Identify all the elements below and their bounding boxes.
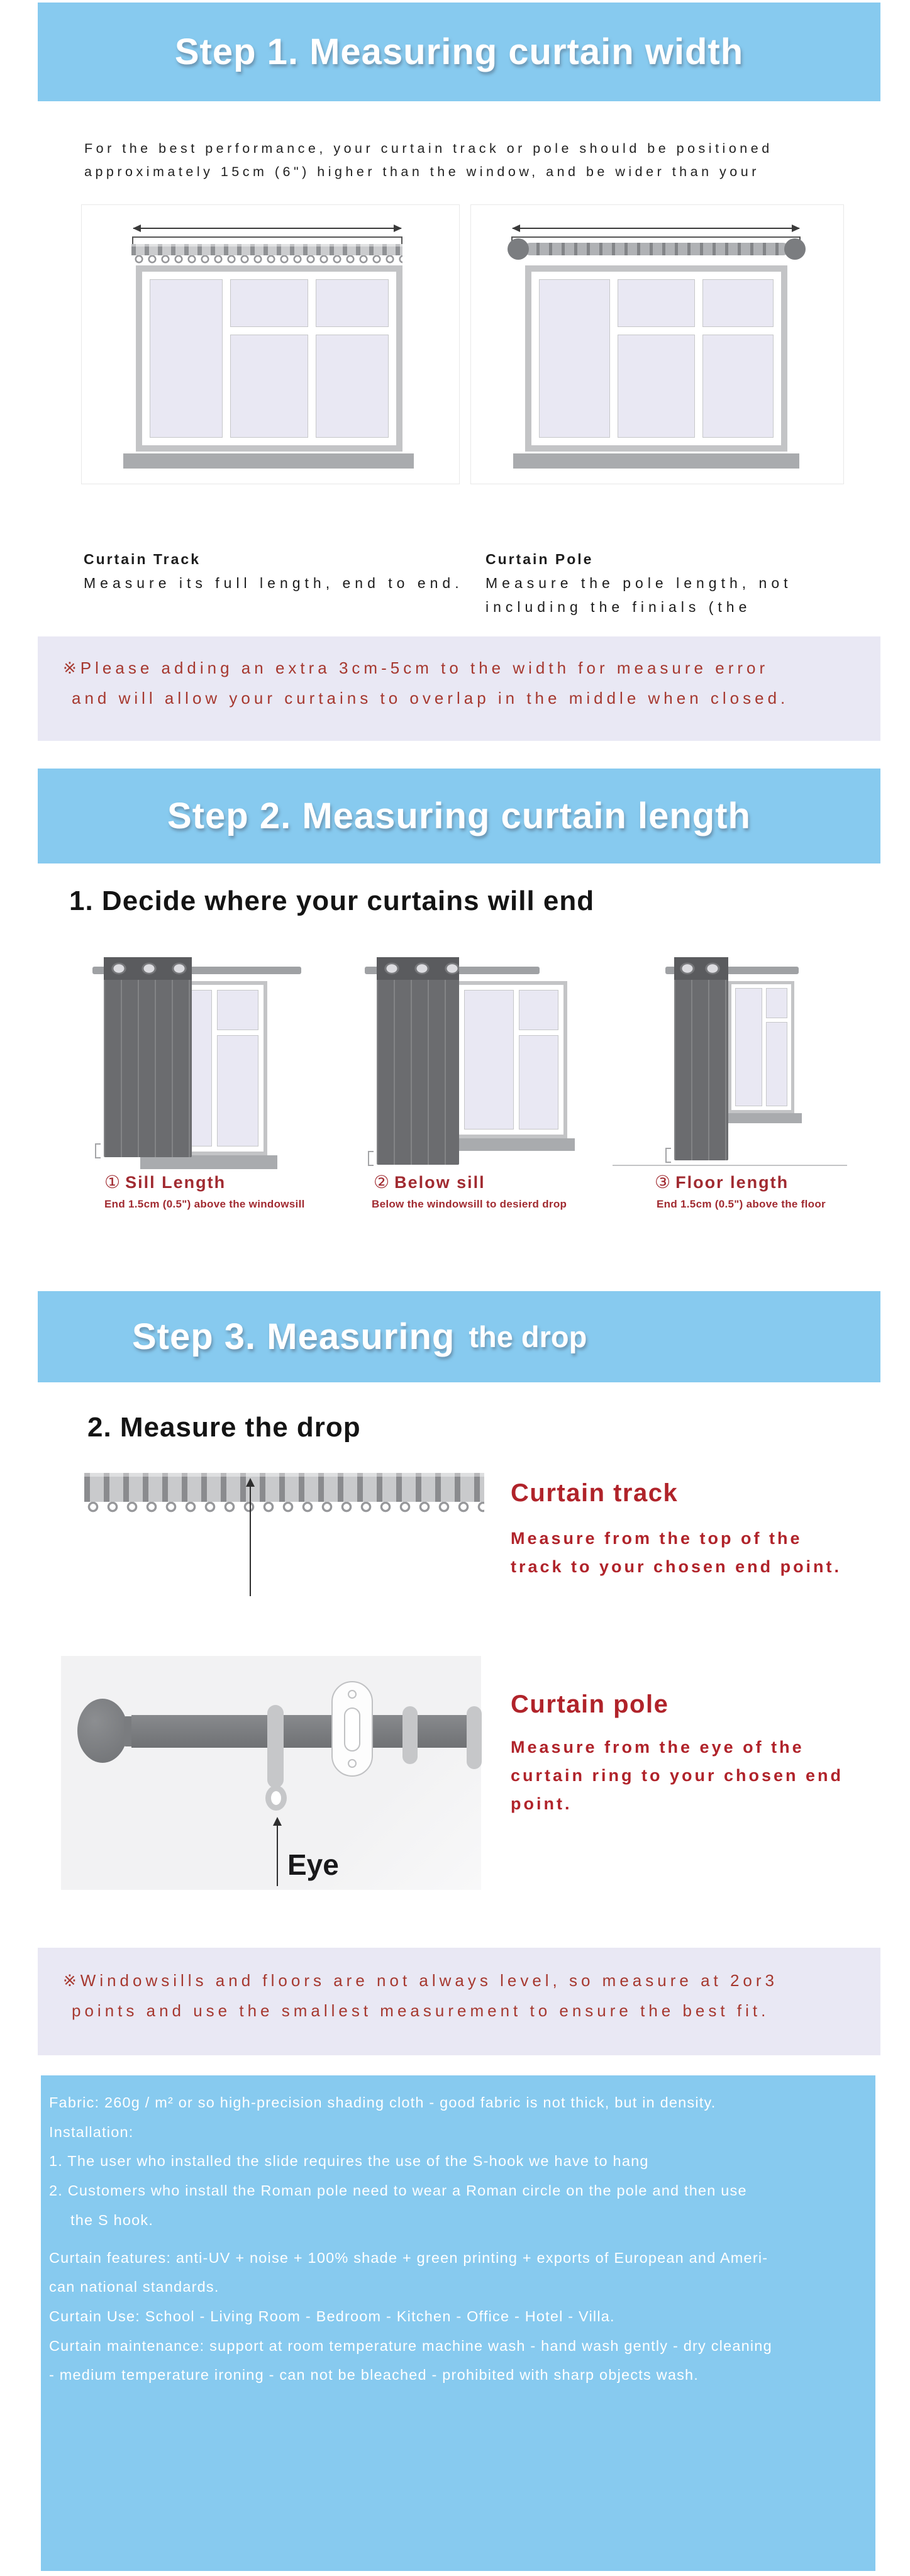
pole-caption-title: Curtain Pole (486, 551, 594, 567)
option-below-sill (349, 943, 619, 1239)
option-sill-length (47, 943, 318, 1239)
window-pane (316, 335, 389, 438)
track-text-line: Measure from the top of the (511, 1529, 802, 1548)
option-title: ③ Floor length (655, 1172, 789, 1192)
curtain (377, 957, 459, 1165)
drop-note-line: points and use the smallest measurement to ensure the best fit. (72, 2001, 770, 2020)
option-desc: End 1.5cm (0.5") above the floor (657, 1198, 826, 1210)
window-pane (230, 279, 309, 327)
drop-note (38, 1948, 880, 2055)
pole-title: Curtain pole (511, 1690, 669, 1718)
pole-text-line: Measure from the eye of the (511, 1738, 804, 1757)
windowsill (446, 1138, 575, 1151)
step3-banner-title: Step 3. Measuring (132, 1316, 455, 1357)
windowsill (140, 1155, 277, 1169)
curtain-ring (467, 1706, 482, 1769)
bracket-screw (348, 1759, 357, 1768)
option-number: ② (374, 1172, 390, 1192)
bracket-slot (344, 1707, 360, 1752)
drop-arrow (250, 1479, 251, 1596)
option-number: ③ (655, 1172, 671, 1192)
info-line: Curtain maintenance: support at room temperature machine wash - hand wash gently - dry cleaning (49, 2337, 772, 2354)
option-desc: Below the windowsill to desierd drop (372, 1198, 567, 1210)
pole-bar (131, 1715, 481, 1748)
grommet-band (104, 957, 192, 980)
option-number: ① (104, 1172, 121, 1192)
step2-banner-title: Step 2. Measuring curtain length (167, 796, 751, 836)
window-frame (731, 984, 791, 1110)
step2-banner (38, 769, 880, 863)
measure-bracket (665, 1148, 671, 1163)
curtain-track-hooks (133, 255, 402, 264)
measure-bracket (368, 1151, 374, 1166)
step2-heading: 1. Decide where your curtains will end (69, 886, 595, 916)
measure-bracket (95, 1143, 101, 1158)
info-line: the S hook. (70, 2211, 154, 2228)
curtain-track-strip (131, 244, 402, 255)
option-floor-length (601, 943, 871, 1239)
window-pane (539, 279, 610, 438)
window-pane (519, 1035, 558, 1130)
grommet-band (377, 957, 459, 980)
window-pane (316, 279, 389, 327)
pole-caption-line: Measure the pole length, not (486, 575, 792, 591)
window-pane (702, 335, 774, 438)
info-line: Installation: (49, 2123, 134, 2140)
windowsill (513, 453, 799, 469)
eye-label: Eye (287, 1848, 339, 1881)
track-text-line: track to your chosen end point. (511, 1557, 842, 1576)
window-frame (142, 272, 396, 445)
track-caption-title: Curtain Track (84, 551, 201, 567)
curtain-ring (267, 1705, 284, 1788)
windowsill (123, 453, 414, 469)
option-title: ② Below sill (374, 1172, 486, 1192)
step3-banner-subtitle: the drop (469, 1320, 587, 1353)
step1-banner (38, 3, 880, 101)
drop-note-line: ※Windowsills and floors are not always level, so measure at 2or3 (63, 1971, 779, 1990)
pole-finial (77, 1699, 128, 1763)
track-caption-line: Measure its full length, end to end. (84, 575, 463, 591)
window-pane (230, 335, 309, 438)
info-line: Curtain Use: School - Living Room - Bedroom - Kitchen - Office - Hotel - Villa. (49, 2307, 615, 2324)
windowsill (721, 1113, 802, 1123)
pole-finial-right (784, 238, 806, 260)
pole-text-line: point. (511, 1794, 572, 1813)
bracket-screw (348, 1690, 357, 1699)
window-pane (618, 335, 694, 438)
pole-text-line: curtain ring to your chosen end (511, 1766, 844, 1785)
pole-finial-left (508, 238, 529, 260)
width-arrow (133, 228, 401, 229)
window-pane (702, 279, 774, 327)
floor-line (613, 1165, 847, 1166)
option-desc: End 1.5cm (0.5") above the windowsill (104, 1198, 305, 1210)
window-pane (519, 990, 558, 1030)
pole-text (511, 1733, 843, 1818)
width-arrow (513, 228, 799, 229)
eye-arrow (277, 1818, 278, 1886)
step3-heading: 2. Measure the drop (87, 1412, 361, 1443)
step1-banner-title: Step 1. Measuring curtain width (174, 31, 744, 72)
window-pane (766, 1022, 787, 1106)
window (455, 981, 567, 1138)
info-line: can national standards. (49, 2279, 219, 2296)
window-pane (217, 1035, 258, 1146)
width-note-line: and will allow your curtains to overlap in the middle when closed. (72, 689, 789, 708)
window (525, 265, 787, 452)
window-pane (217, 990, 258, 1030)
ring-eye (265, 1785, 287, 1811)
info-line: 1. The user who installed the slide requires the use of the S-hook we have to hang (49, 2153, 649, 2170)
intro-line-2: approximately 15cm (6") higher than the window, and be wider than your (84, 164, 760, 179)
track-text (511, 1524, 841, 1581)
info-line: - medium temperature ironing - can not be bleached - prohibited with sharp objects wash. (49, 2367, 699, 2384)
window-pane (464, 990, 514, 1130)
window-frame (459, 985, 563, 1135)
product-info-box (41, 2075, 875, 2571)
curtain-ring (402, 1706, 418, 1764)
window-pane (618, 279, 694, 327)
window (136, 265, 402, 452)
window-pane (150, 279, 223, 438)
info-line: Curtain features: anti-UV + noise + 100% shade + green printing + exports of European and Ameri- (49, 2249, 769, 2266)
window-pane (766, 988, 787, 1018)
window-frame (531, 272, 781, 445)
track-figure-hooks (84, 1502, 484, 1514)
curtain-pole-diagram (470, 204, 844, 484)
pole-caption-line: including the finials (the (486, 599, 752, 615)
curtain (104, 957, 192, 1157)
pole-figure (61, 1656, 481, 1890)
grommet-band (674, 957, 728, 980)
window-pane (735, 988, 762, 1106)
track-figure-strip (84, 1473, 484, 1502)
curtain-track-diagram (81, 204, 460, 484)
window (728, 981, 794, 1113)
pole-bracket (331, 1681, 373, 1777)
intro-line-1: For the best performance, your curtain track or pole should be positioned (84, 141, 773, 156)
info-line: Fabric: 260g / m² or so high-precision shading cloth - good fabric is not thick, but in density. (49, 2094, 716, 2111)
info-line: 2. Customers who install the Roman pole need to wear a Roman circle on the pole and then use (49, 2182, 747, 2199)
curtain-pole-strip (524, 243, 789, 255)
track-title: Curtain track (511, 1479, 679, 1507)
width-note (38, 636, 880, 741)
step3-banner (38, 1291, 880, 1382)
option-title: ① Sill Length (104, 1172, 226, 1192)
curtain (674, 957, 728, 1160)
width-note-line: ※Please adding an extra 3cm-5cm to the width for measure error (63, 658, 769, 677)
